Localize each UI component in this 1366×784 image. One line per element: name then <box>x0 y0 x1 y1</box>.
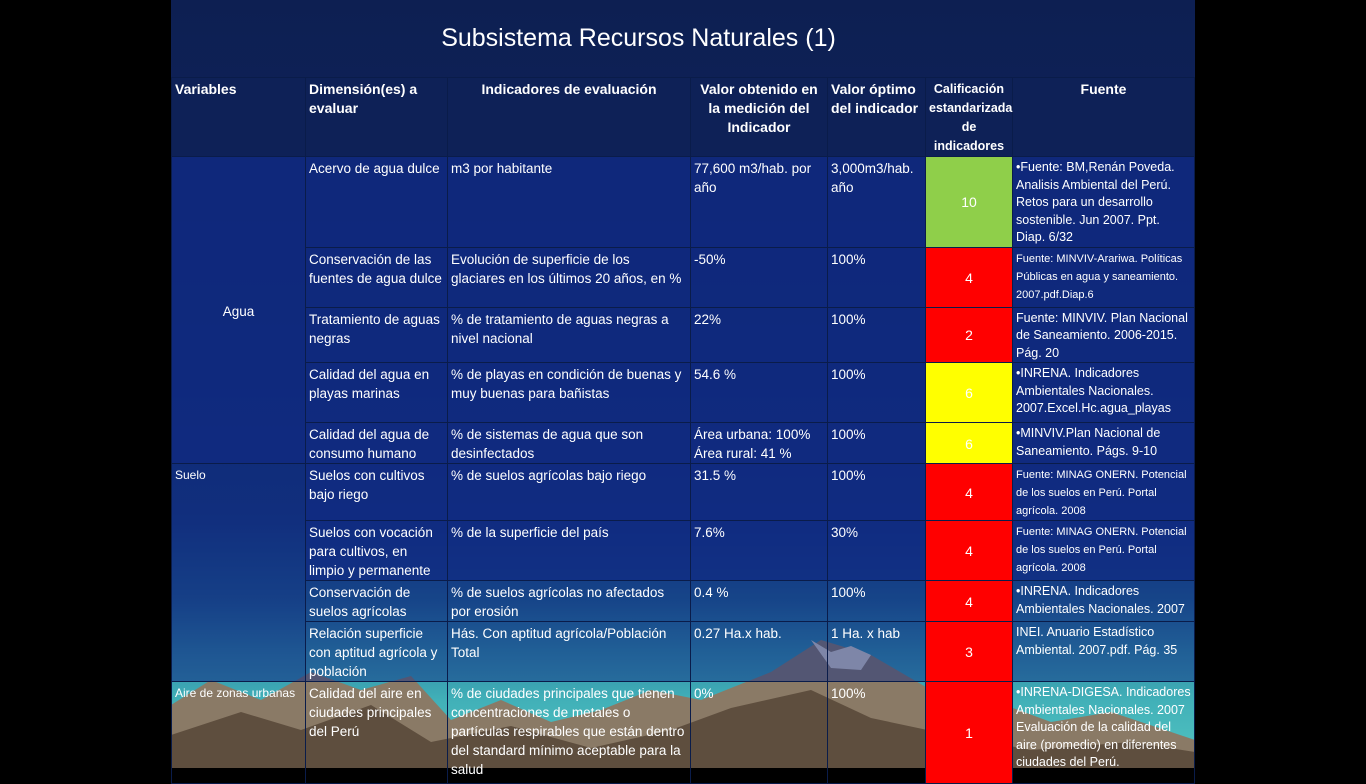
header-score: Calificación estandarizada de indicadores <box>926 78 1013 157</box>
source-cell: •INRENA-DIGESA. Indicadores Ambientales Nacionales. 2007 Evaluación de la calidad del aire (promedio) en diferentes ciudades del Perú. <box>1013 682 1195 784</box>
source-cell: Fuente: MINAG ONERN. Potencial de los suelos en Perú. Portal agrícola. 2008 <box>1013 464 1195 521</box>
table-header-row <box>172 78 1195 157</box>
indicator-cell: % de sistemas de agua que son desinfectados <box>448 423 691 464</box>
value-cell: 22% <box>691 307 828 363</box>
source-cell: Fuente: MINVIV. Plan Nacional de Saneamiento. 2006-2015. Pág. 20 <box>1013 307 1195 363</box>
header-measured-value: Valor obtenido en la medición del Indicador <box>691 78 828 157</box>
indicators-table <box>171 77 1195 784</box>
table-row <box>172 247 1195 307</box>
table-row <box>172 581 1195 622</box>
slide <box>171 0 1195 777</box>
dimension-cell: Conservación de suelos agrícolas <box>306 581 448 622</box>
source-cell: Fuente: MINVIV-Arariwa. Políticas Públicas en agua y saneamiento. 2007.pdf.Diap.6 <box>1013 247 1195 307</box>
value-cell: 77,600 m3/hab. por año <box>691 157 828 248</box>
dimension-cell: Calidad del agua de consumo humano <box>306 423 448 464</box>
indicator-cell: % de la superficie del país <box>448 521 691 581</box>
table-row <box>172 682 1195 784</box>
indicator-cell: Evolución de superficie de los glaciares en los últimos 20 años, en % <box>448 247 691 307</box>
score-cell: 4 <box>926 581 1013 622</box>
optimal-cell: 30% <box>828 521 926 581</box>
table-row <box>172 521 1195 581</box>
indicator-cell: % de playas en condición de buenas y muy buenas para bañistas <box>448 363 691 423</box>
score-cell: 4 <box>926 464 1013 521</box>
dimension-cell: Calidad del agua en playas marinas <box>306 363 448 423</box>
table-row <box>172 423 1195 464</box>
dimension-cell: Relación superficie con aptitud agrícola y población <box>306 622 448 682</box>
score-cell: 6 <box>926 423 1013 464</box>
optimal-cell: 100% <box>828 247 926 307</box>
score-cell: 6 <box>926 363 1013 423</box>
slide-title: Subsistema Recursos Naturales (1) <box>441 24 836 52</box>
source-cell: •MINVIV.Plan Nacional de Saneamiento. Págs. 9-10 <box>1013 423 1195 464</box>
indicator-cell: m3 por habitante <box>448 157 691 248</box>
optimal-cell: 100% <box>828 363 926 423</box>
dimension-cell: Tratamiento de aguas negras <box>306 307 448 363</box>
indicator-cell: % de suelos agrícolas no afectados por erosión <box>448 581 691 622</box>
value-cell: 0.4 % <box>691 581 828 622</box>
value-cell: 54.6 % <box>691 363 828 423</box>
optimal-cell: 100% <box>828 423 926 464</box>
table-row <box>172 464 1195 521</box>
indicator-cell: % de ciudades principales que tienen concentraciones de metales o partículas respirables que están dentro del standard mínimo aceptable para la salud <box>448 682 691 784</box>
source-cell: •INRENA. Indicadores Ambientales Nacionales. 2007.Excel.Hc.agua_playas <box>1013 363 1195 423</box>
source-cell: •INRENA. Indicadores Ambientales Nacionales. 2007 <box>1013 581 1195 622</box>
indicator-cell: % de suelos agrícolas bajo riego <box>448 464 691 521</box>
header-dimension: Dimensión(es) a evaluar <box>306 78 448 157</box>
score-cell: 2 <box>926 307 1013 363</box>
optimal-cell: 100% <box>828 464 926 521</box>
variable-suelo: Suelo <box>172 464 306 682</box>
table-row <box>172 307 1195 363</box>
score-cell: 10 <box>926 157 1013 248</box>
score-cell: 1 <box>926 682 1013 784</box>
value-cell: 7.6% <box>691 521 828 581</box>
dimension-cell: Calidad del aire en ciudades principales del Perú <box>306 682 448 784</box>
score-cell: 4 <box>926 247 1013 307</box>
indicator-cell: % de tratamiento de aguas negras a nivel nacional <box>448 307 691 363</box>
score-cell: 3 <box>926 622 1013 682</box>
optimal-cell: 100% <box>828 682 926 784</box>
header-source: Fuente <box>1013 78 1195 157</box>
dimension-cell: Conservación de las fuentes de agua dulce <box>306 247 448 307</box>
value-cell: 0% <box>691 682 828 784</box>
source-cell: Fuente: MINAG ONERN. Potencial de los suelos en Perú. Portal agrícola. 2008 <box>1013 521 1195 581</box>
optimal-cell: 100% <box>828 581 926 622</box>
source-cell: •Fuente: BM,Renán Poveda. Analisis Ambiental del Perú. Retos para un desarrollo sostenible. Jun 2007. Ppt. Diap. 6/32 <box>1013 157 1195 248</box>
table-row <box>172 157 1195 248</box>
value-cell: Área urbana: 100% Área rural: 41 % <box>691 423 828 464</box>
dimension-cell: Suelos con vocación para cultivos, en limpio y permanente <box>306 521 448 581</box>
variable-agua: Agua <box>172 157 306 464</box>
header-indicators: Indicadores de evaluación <box>448 78 691 157</box>
variable-aire: Aire de zonas urbanas <box>172 682 306 784</box>
indicator-cell: Hás. Con aptitud agrícola/Población Total <box>448 622 691 682</box>
dimension-cell: Suelos con cultivos bajo riego <box>306 464 448 521</box>
value-cell: -50% <box>691 247 828 307</box>
optimal-cell: 3,000m3/hab. año <box>828 157 926 248</box>
optimal-cell: 1 Ha. x hab <box>828 622 926 682</box>
score-cell: 4 <box>926 521 1013 581</box>
optimal-cell: 100% <box>828 307 926 363</box>
source-cell: INEI. Anuario Estadístico Ambiental. 2007.pdf. Pág. 35 <box>1013 622 1195 682</box>
dimension-cell: Acervo de agua dulce <box>306 157 448 248</box>
table-row <box>172 622 1195 682</box>
table-row <box>172 363 1195 423</box>
value-cell: 0.27 Ha.x hab. <box>691 622 828 682</box>
value-cell: 31.5 % <box>691 464 828 521</box>
header-optimal-value: Valor óptimo del indicador <box>828 78 926 157</box>
header-variables: Variables <box>172 78 306 157</box>
